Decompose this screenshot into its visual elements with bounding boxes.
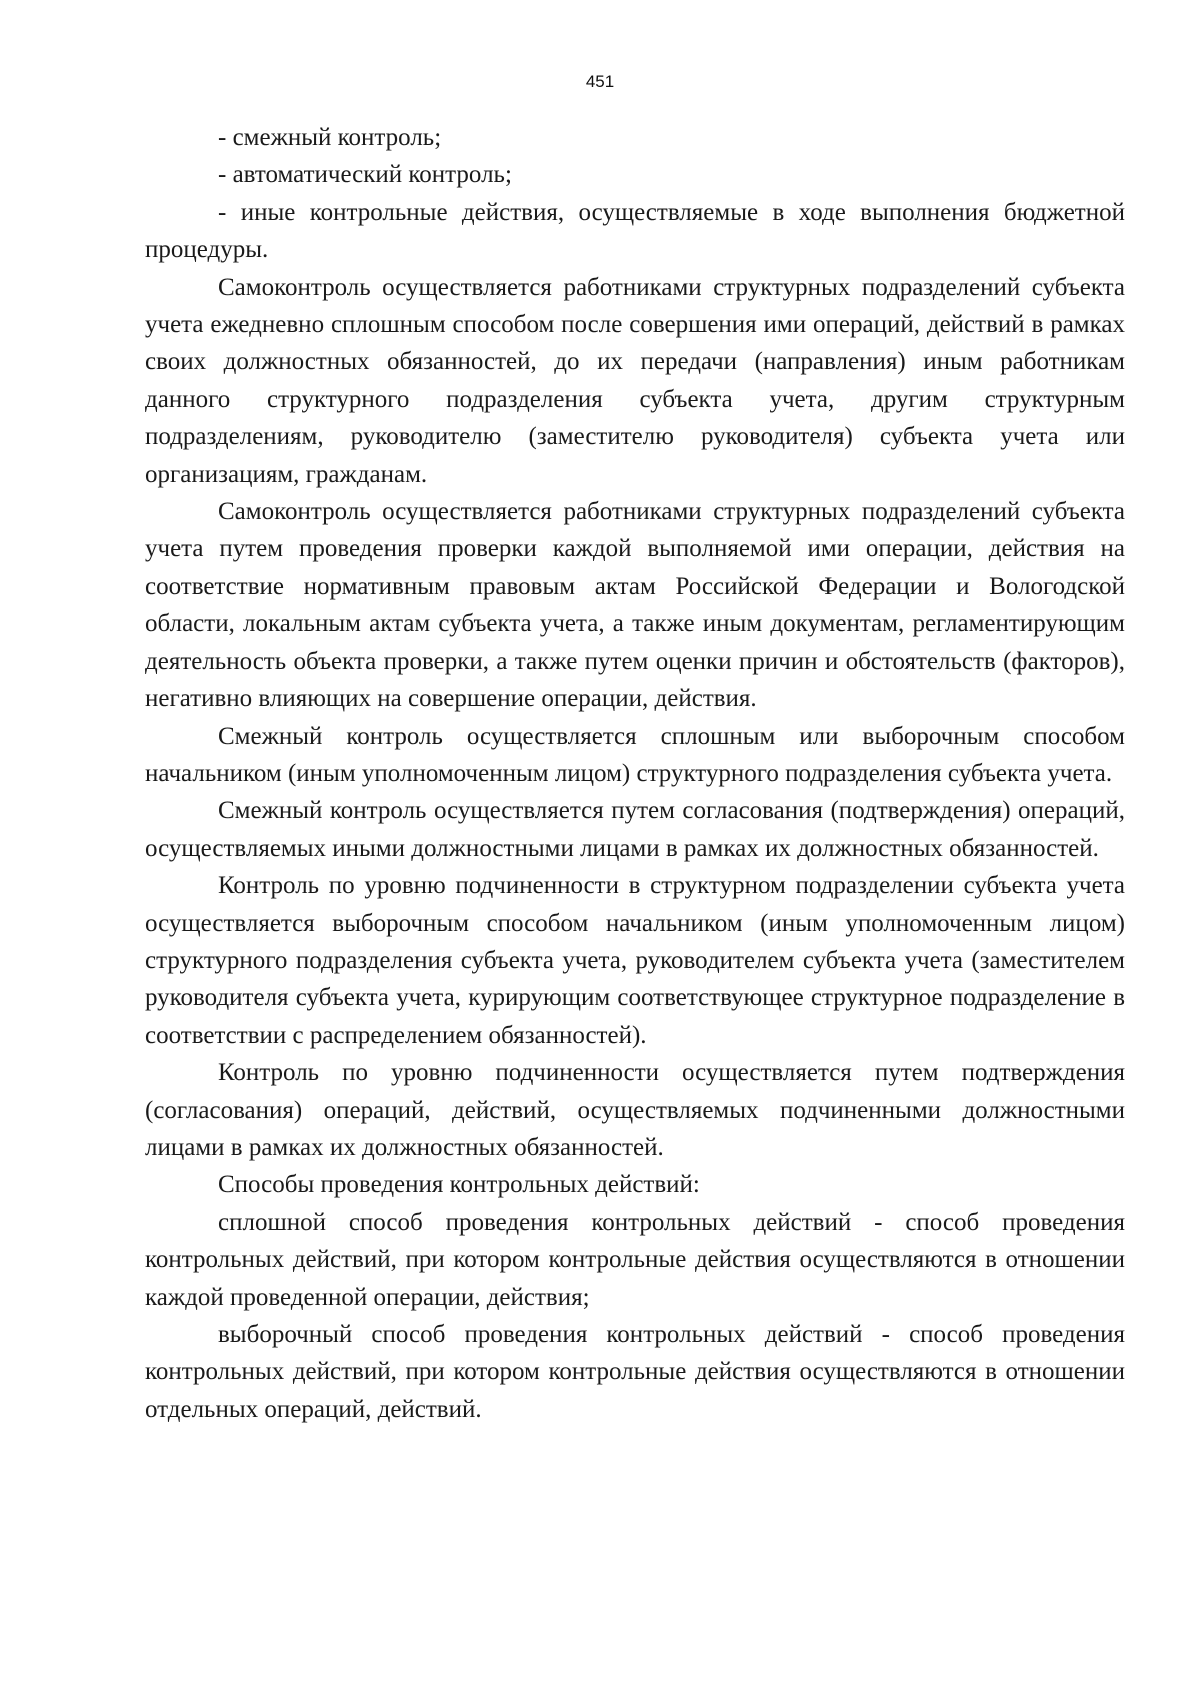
list-item-automatic-control: - автоматический контроль; <box>218 161 512 189</box>
paragraph-control-methods-heading: Способы проведения контрольных действий: <box>218 1171 700 1199</box>
page-number: 451 <box>585 72 615 91</box>
paragraph-subordination-control-who: Контроль по уровню подчиненности в структурном подразделении субъекта учета осуществляется выборочным способом начальником (иным уполномоченным лицом) структурного подразделения субъекта учета, руководителем субъекта учета (заместителем руководителя субъекта учета, курирующим соответствующее структурное подразделение в соответствии с распределением обязанностей). <box>145 872 1125 1049</box>
paragraph-subordination-control-how: Контроль по уровню подчиненности осуществляется путем подтверждения (согласования) операций, действий, осуществляемых подчиненными должностными лицами в рамках их должностных обязанностей. <box>145 1059 1125 1161</box>
paragraph-adjacent-control-who: Смежный контроль осуществляется сплошным или выборочным способом начальником (иным уполномоченным лицом) структурного подразделения субъекта учета. <box>145 722 1125 787</box>
paragraph-continuous-method: сплошной способ проведения контрольных действий - способ проведения контрольных действий, при котором контрольные действия осуществляются в отношении каждой проведенной операции, действия; <box>145 1208 1125 1311</box>
paragraph-self-control-schedule: Самоконтроль осуществляется работниками структурных подразделений субъекта учета ежедневно сплошным способом после совершения ими операций, действий в рамках своих должностных обязанностей, до их передачи (направления) иным работникам данного структурного подразделения субъекта учета, другим структурным подразделениям, руководителю (заместителю руководителя) субъекта учета или организациям, гражданам. <box>145 273 1125 488</box>
paragraph-selective-method: выборочный способ проведения контрольных действий - способ проведения контрольных действий, при котором контрольные действия осуществляются в отношении отдельных операций, действий. <box>145 1321 1125 1423</box>
paragraph-self-control-method: Самоконтроль осуществляется работниками структурных подразделений субъекта учета путем проведения проверки каждой выполняемой ими операции, действия на соответствие нормативным правовым актам Российской Федерации и Вологодской области, локальным актам субъекта учета, а также иным документам, регламентирующим деятельность объекта проверки, а также путем оценки причин и обстоятельств (факторов), негативно влияющих на совершение операции, действия. <box>145 498 1125 713</box>
document-body <box>145 119 1125 1428</box>
list-item-other-control-actions: - иные контрольные действия, осуществляемые в ходе выполнения бюджетной процедуры. <box>145 198 1125 264</box>
list-item-adjacent-control: - смежный контроль; <box>218 124 442 151</box>
paragraph-adjacent-control-how: Смежный контроль осуществляется путем согласования (подтверждения) операций, осуществляемых иными должностными лицами в рамках их должностных обязанностей. <box>145 797 1125 862</box>
